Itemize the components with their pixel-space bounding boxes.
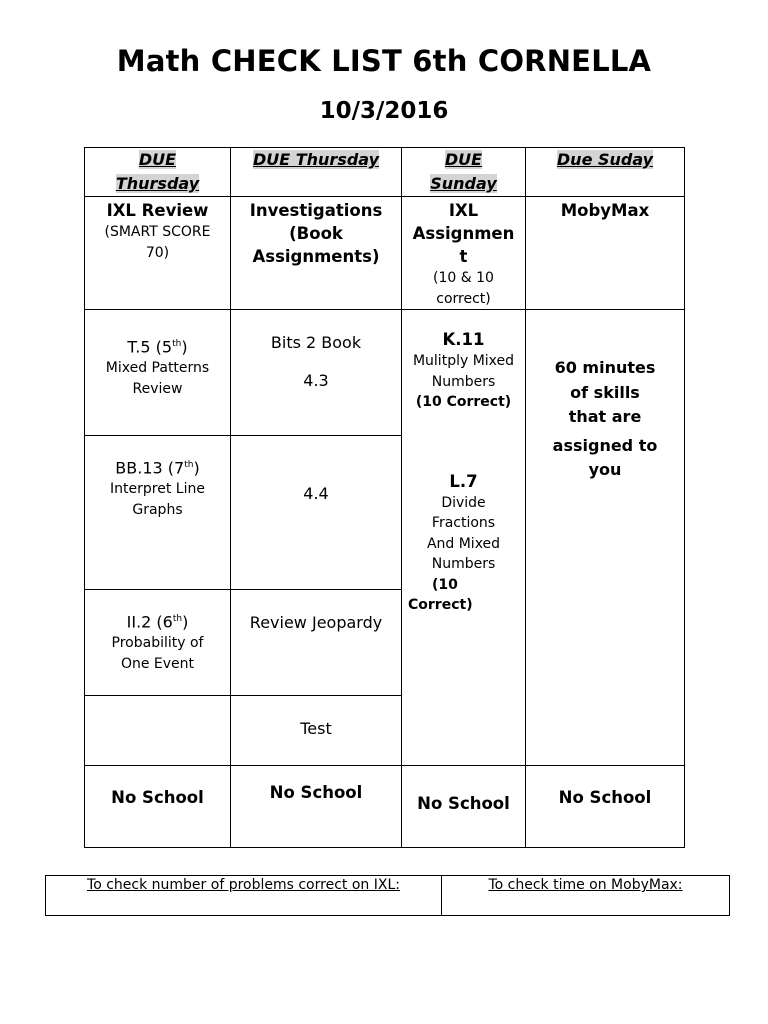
grade-sup: th xyxy=(184,460,194,470)
header-due-thursday-1b: Thursday xyxy=(115,174,200,193)
grade-sup: th xyxy=(172,614,183,624)
ixl-review-item-2 xyxy=(85,436,231,590)
ixl-code: II.2 (6 xyxy=(126,612,173,632)
footer-ixl-check: To check number of problems correct on IXL: xyxy=(46,876,442,916)
investigation-review-jeopardy: Review Jeopardy xyxy=(249,613,383,632)
ixl-code: T.5 (5 xyxy=(127,337,173,357)
investigations-item-2 xyxy=(231,436,402,590)
investigations-line3: Assignments) xyxy=(252,247,380,266)
header-cell-1 xyxy=(85,148,231,197)
ixl-review-item-3 xyxy=(85,590,231,696)
footer-table xyxy=(45,875,730,916)
page-title: Math CHECK LIST 6th CORNELLA xyxy=(116,44,652,78)
ixl-desc: Probability of xyxy=(111,635,204,652)
ixl-desc: One Event xyxy=(120,655,195,672)
ixl-k11-desc: Mulitply Mixed xyxy=(412,353,515,369)
header-due-sunday-b: Sunday xyxy=(430,174,497,193)
mobymax-line: that are xyxy=(568,407,642,426)
ixl-desc: Mixed Patterns xyxy=(105,360,210,377)
mobymax-title: MobyMax xyxy=(560,201,650,220)
investigation-4-4: 4.4 xyxy=(303,484,329,503)
ixl-assignment-note2: correct) xyxy=(436,290,491,307)
ixl-l7-desc: Divide xyxy=(441,494,486,511)
ixl-assignment-line1: IXL xyxy=(448,201,479,220)
no-school-row xyxy=(85,766,685,848)
investigations-item-4 xyxy=(231,696,402,766)
category-mobymax xyxy=(526,197,685,310)
mobymax-items xyxy=(526,310,685,766)
paren: ) xyxy=(193,458,200,478)
ixl-desc: Interpret Line xyxy=(110,481,205,498)
mobymax-line: you xyxy=(588,460,622,479)
smart-score-line2: 70) xyxy=(145,244,170,261)
category-investigations xyxy=(231,197,402,310)
ixl-code: BB.13 (7 xyxy=(115,458,185,478)
no-school-label: No School xyxy=(558,788,652,807)
no-school-label: No School xyxy=(269,783,363,802)
ixl-l7-desc: Numbers xyxy=(431,556,496,572)
mobymax-line: assigned to xyxy=(552,435,658,455)
header-due-sunday: DUE xyxy=(444,150,483,169)
ixl-l7-desc: And Mixed xyxy=(426,535,501,552)
ixl-assignment-items xyxy=(402,310,526,766)
no-school-cell-3 xyxy=(402,766,526,848)
ixl-assignment-line2: Assignmen xyxy=(412,224,515,243)
ixl-review-item-4-empty xyxy=(85,696,231,766)
header-due-thursday-2: DUE Thursday xyxy=(252,150,380,169)
no-school-cell-2 xyxy=(231,766,402,848)
header-cell-4 xyxy=(526,148,685,197)
investigations-line1: Investigations xyxy=(249,201,383,220)
header-due-thursday-1: DUE xyxy=(138,150,177,169)
mobymax-line: 60 minutes xyxy=(554,358,656,377)
mobymax-line: of skills xyxy=(570,382,640,402)
investigation-test: Test xyxy=(300,719,332,738)
no-school-cell-1 xyxy=(85,766,231,848)
ixl-l7-code: L.7 xyxy=(449,471,478,491)
ixl-desc: Graphs xyxy=(132,501,183,518)
header-due-suday: Due Suday xyxy=(556,150,654,169)
investigations-line2: (Book xyxy=(289,224,343,243)
header-cell-2 xyxy=(231,148,402,197)
paren: ) xyxy=(181,337,188,357)
ixl-k11-desc: Numbers xyxy=(431,373,496,390)
ixl-review-title: IXL Review xyxy=(106,201,209,220)
header-row xyxy=(85,148,685,197)
ixl-l7-desc: Fractions xyxy=(431,515,496,531)
investigation-4-3: 4.3 xyxy=(303,371,329,390)
ixl-l7-note: Correct) xyxy=(408,597,473,613)
ixl-assignment-note1: (10 & 10 xyxy=(433,270,494,286)
ixl-desc: Review xyxy=(132,380,183,397)
no-school-label: No School xyxy=(417,794,510,813)
page-date: 10/3/2016 xyxy=(319,98,449,124)
checklist-table xyxy=(84,147,685,848)
grade-sup: th xyxy=(172,339,182,349)
ixl-k11-code: K.11 xyxy=(442,330,485,349)
category-ixl-review xyxy=(85,197,231,310)
ixl-assignment-line3: t xyxy=(459,247,468,266)
paren: ) xyxy=(182,612,189,632)
category-ixl-assignment xyxy=(402,197,526,310)
header-cell-3 xyxy=(402,148,526,197)
task-row-1 xyxy=(85,310,685,436)
ixl-l7-note: (10 xyxy=(432,576,458,593)
category-row xyxy=(85,197,685,310)
investigations-item-3 xyxy=(231,590,402,696)
smart-score-line1: (SMART SCORE xyxy=(104,224,211,240)
no-school-cell-4 xyxy=(526,766,685,848)
ixl-k11-note: (10 Correct) xyxy=(415,394,512,410)
investigation-bits2book: Bits 2 Book xyxy=(270,333,362,352)
ixl-review-item-1 xyxy=(85,310,231,436)
investigations-item-1 xyxy=(231,310,402,436)
no-school-label: No School xyxy=(111,788,204,807)
footer-mobymax-check: To check time on MobyMax: xyxy=(442,876,730,916)
